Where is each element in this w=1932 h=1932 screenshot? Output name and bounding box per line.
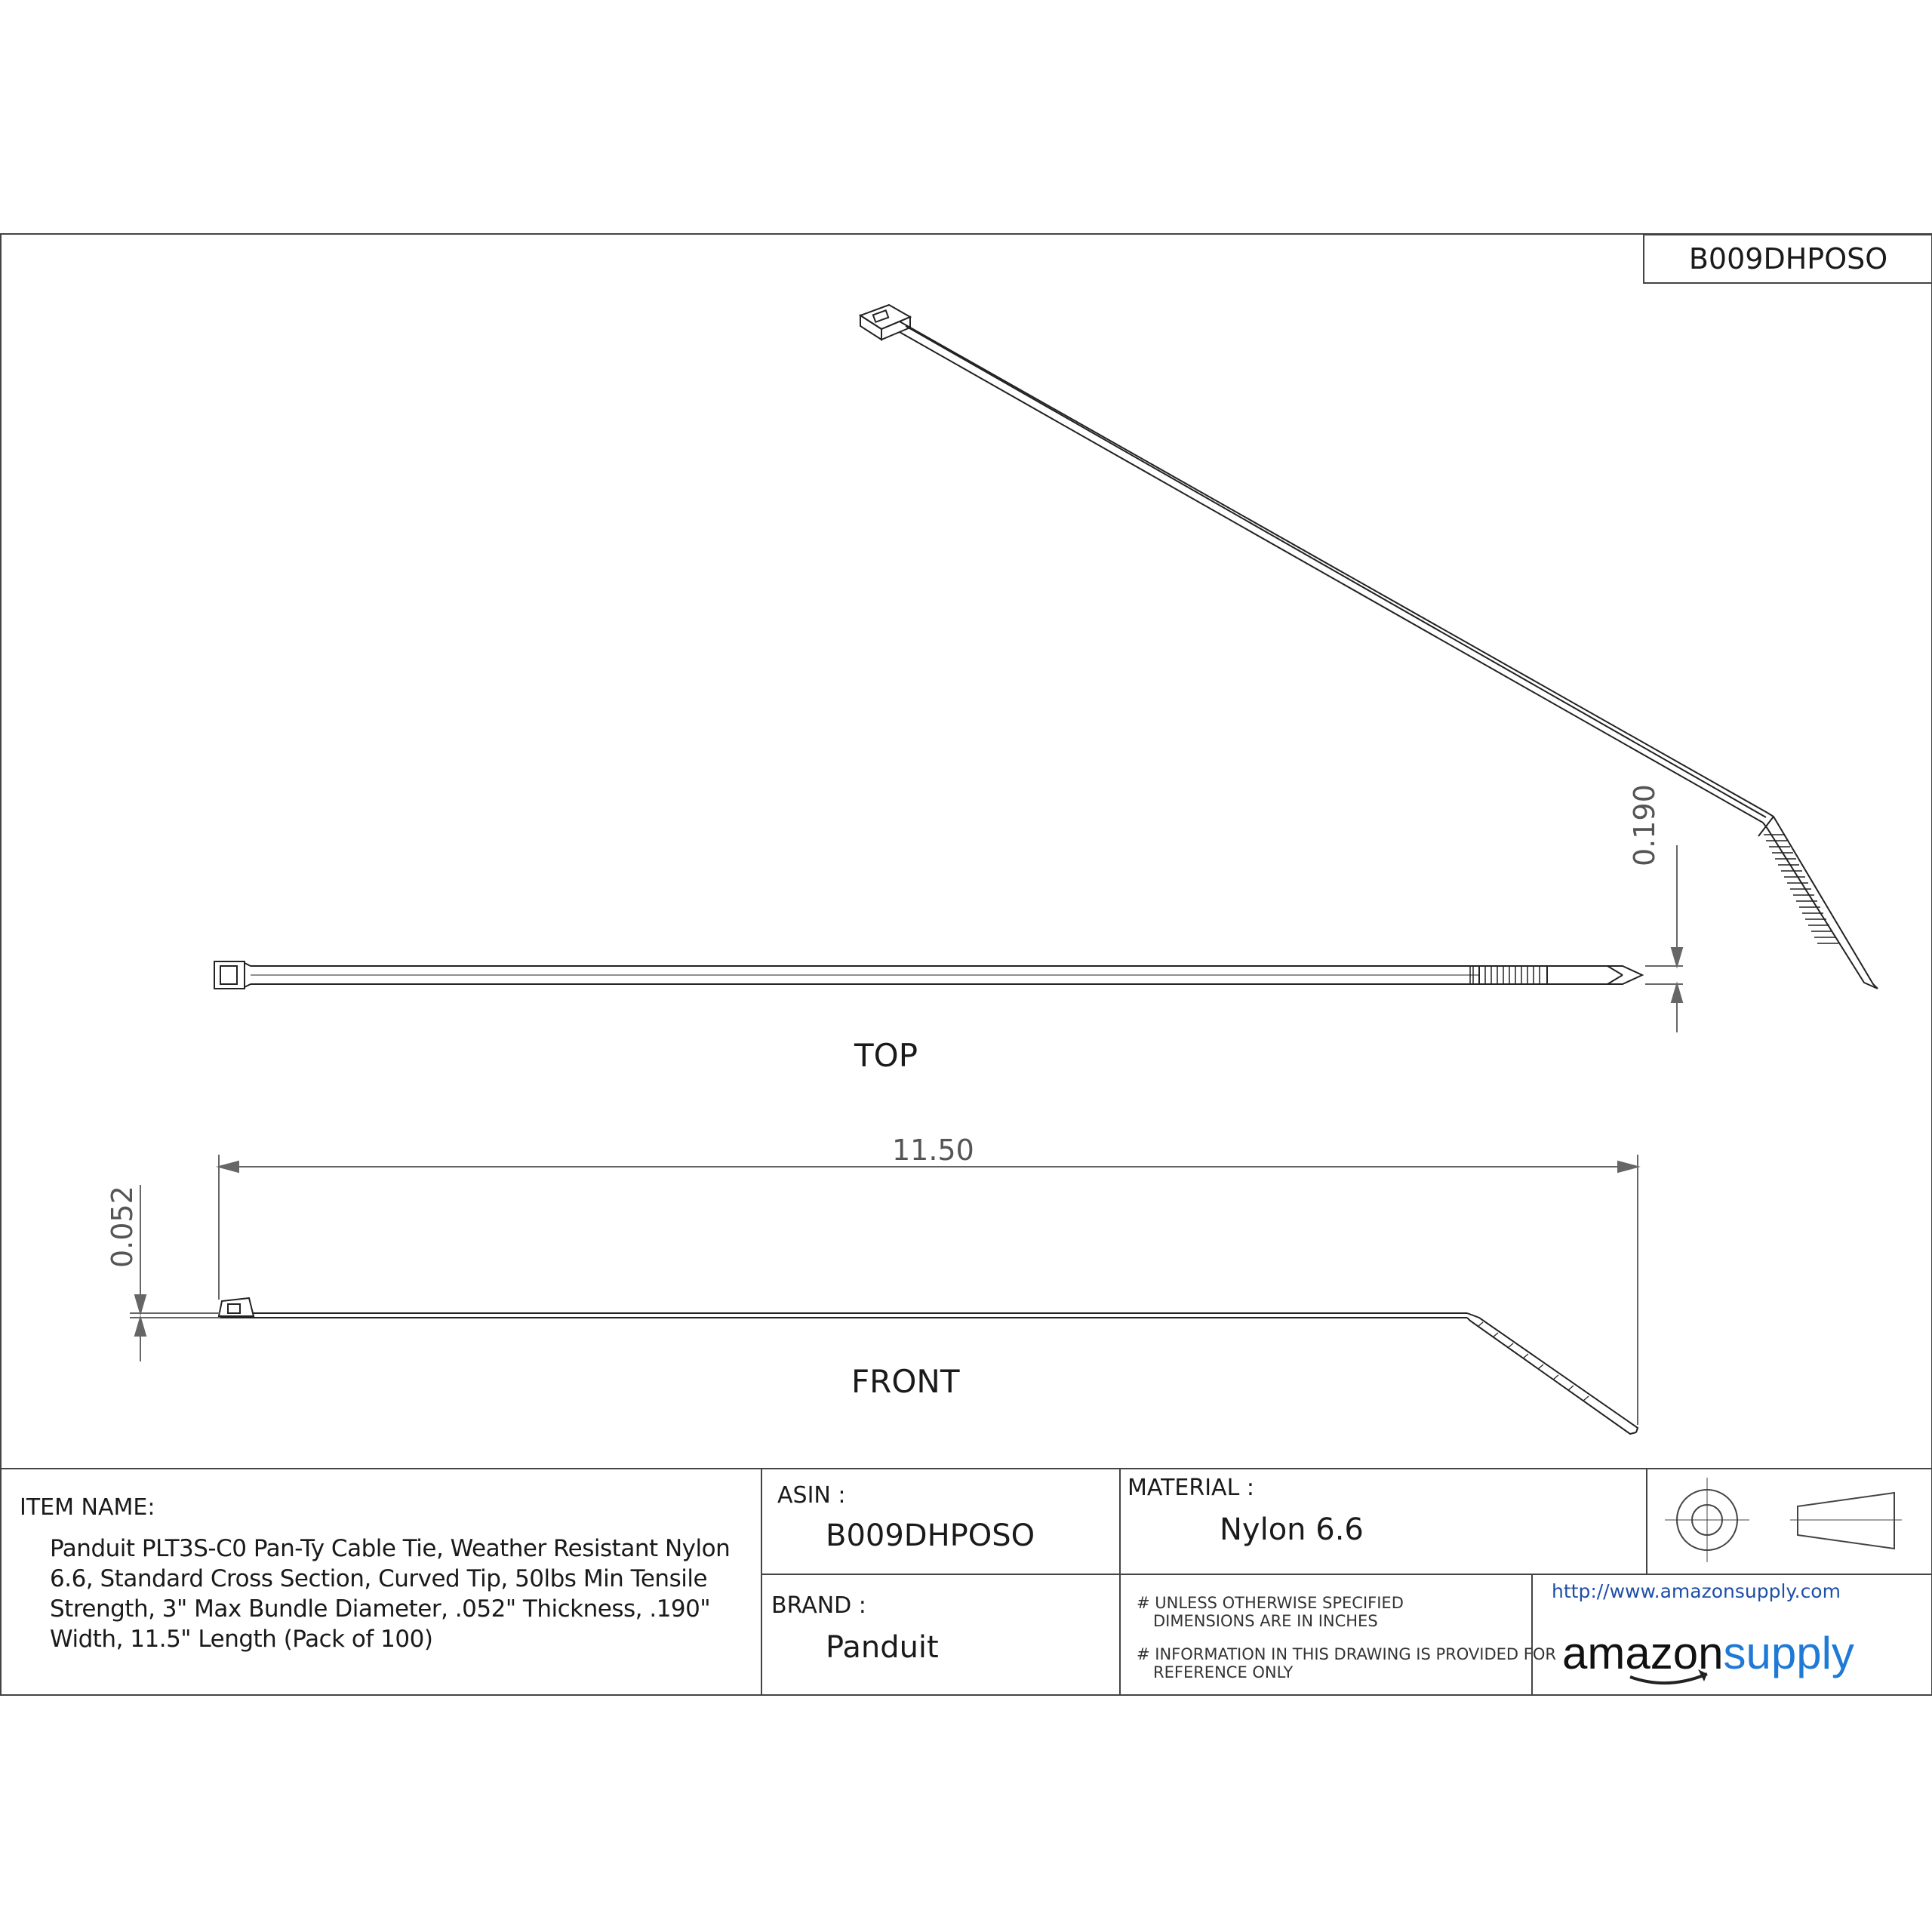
brand-label: BRAND : [771, 1592, 866, 1619]
width-dimension [1645, 845, 1683, 1032]
note-reference-line1: # INFORMATION IN THIS DRAWING IS PROVIDED FOR [1137, 1645, 1556, 1663]
material-label: MATERIAL : [1128, 1475, 1254, 1501]
website-link[interactable]: http://www.amazonsupply.com [1552, 1580, 1841, 1602]
drawing-code-box [1643, 234, 1932, 284]
drawing-code: B009DHPOSO [1688, 242, 1888, 275]
logo-supply-text: supply [1723, 1628, 1854, 1678]
thickness-dimension [130, 1185, 220, 1361]
top-view-label: TOP [854, 1037, 918, 1074]
width-dimension-label: 0.190 [1628, 784, 1661, 866]
thickness-dimension-label: 0.052 [106, 1186, 139, 1268]
logo-amazon-text: amazon [1562, 1628, 1724, 1678]
isometric-view [860, 305, 1878, 989]
top-view [214, 961, 1642, 989]
front-view-label: FRONT [851, 1363, 960, 1400]
item-name-label: ITEM NAME: [20, 1494, 155, 1521]
length-dimension-label: 11.50 [892, 1134, 974, 1167]
sheet-border [1, 234, 1932, 1695]
brand-value: Panduit [826, 1630, 939, 1665]
projection-symbol-icon [1665, 1478, 1902, 1562]
amazonsupply-logo [1562, 1627, 1854, 1679]
asin-label: ASIN : [777, 1482, 846, 1509]
note-units-line2: DIMENSIONS ARE IN INCHES [1153, 1612, 1378, 1630]
asin-value: B009DHPOSO [826, 1518, 1035, 1553]
material-value: Nylon 6.6 [1220, 1512, 1364, 1547]
item-name-value: Panduit PLT3S-C0 Pan-Ty Cable Tie, Weather Resistant Nylon 6.6, Standard Cross Section, Curved Tip, 50lbs Min Tensile Strength, 3" Max Bundle Diameter, .052" Thickness, .190" Width, 11.5" Length (Pack of 100) [50, 1535, 731, 1653]
note-reference-line2: REFERENCE ONLY [1153, 1663, 1294, 1681]
note-units-line1: # UNLESS OTHERWISE SPECIFIED [1137, 1594, 1404, 1612]
